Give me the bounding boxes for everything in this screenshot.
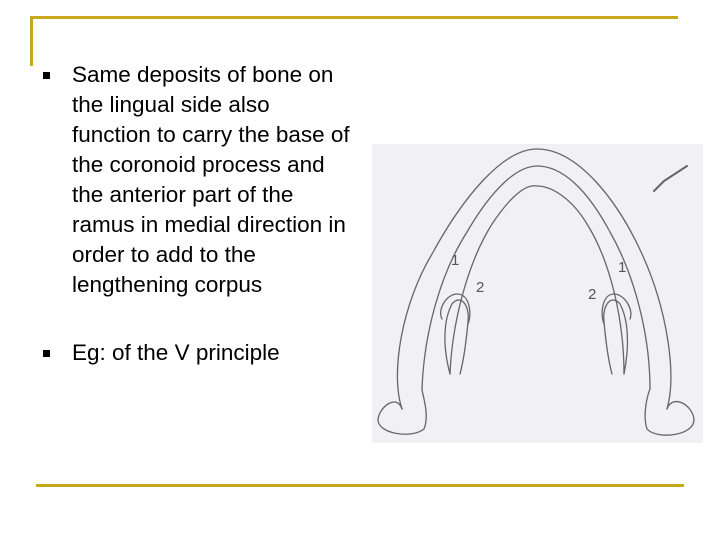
figure-label: 1 xyxy=(451,252,460,269)
left-accent-rule xyxy=(30,16,33,66)
outer-arch-outline xyxy=(397,149,670,409)
square-bullet-icon xyxy=(43,72,50,79)
bullet-list xyxy=(40,60,350,368)
bullet-item xyxy=(40,338,350,368)
square-bullet-icon xyxy=(43,350,50,357)
figure-label: 2 xyxy=(476,279,485,296)
right-process-outline xyxy=(602,294,631,324)
mandible-figure xyxy=(372,144,703,443)
bullet-text: Same deposits of bone on the lingual side also function to carry the base of the coronoid process and the anterior part of the ramus in medial direction in order to add to the lengthening corpus xyxy=(72,62,350,297)
left-process-outline xyxy=(441,294,470,324)
bullet-item xyxy=(40,60,350,300)
bottom-accent-rule xyxy=(36,484,684,487)
middle-arch-outline xyxy=(422,166,650,389)
left-coronoid-outline xyxy=(445,300,468,374)
bullet-text: Eg: of the V principle xyxy=(72,340,280,365)
mandible-drawing xyxy=(372,144,703,443)
top-accent-rule xyxy=(30,16,678,19)
figure-label: 1 xyxy=(618,259,627,276)
left-ramus-outline xyxy=(378,389,426,434)
tick-mark xyxy=(654,166,687,191)
figure-label: 2 xyxy=(588,286,597,303)
